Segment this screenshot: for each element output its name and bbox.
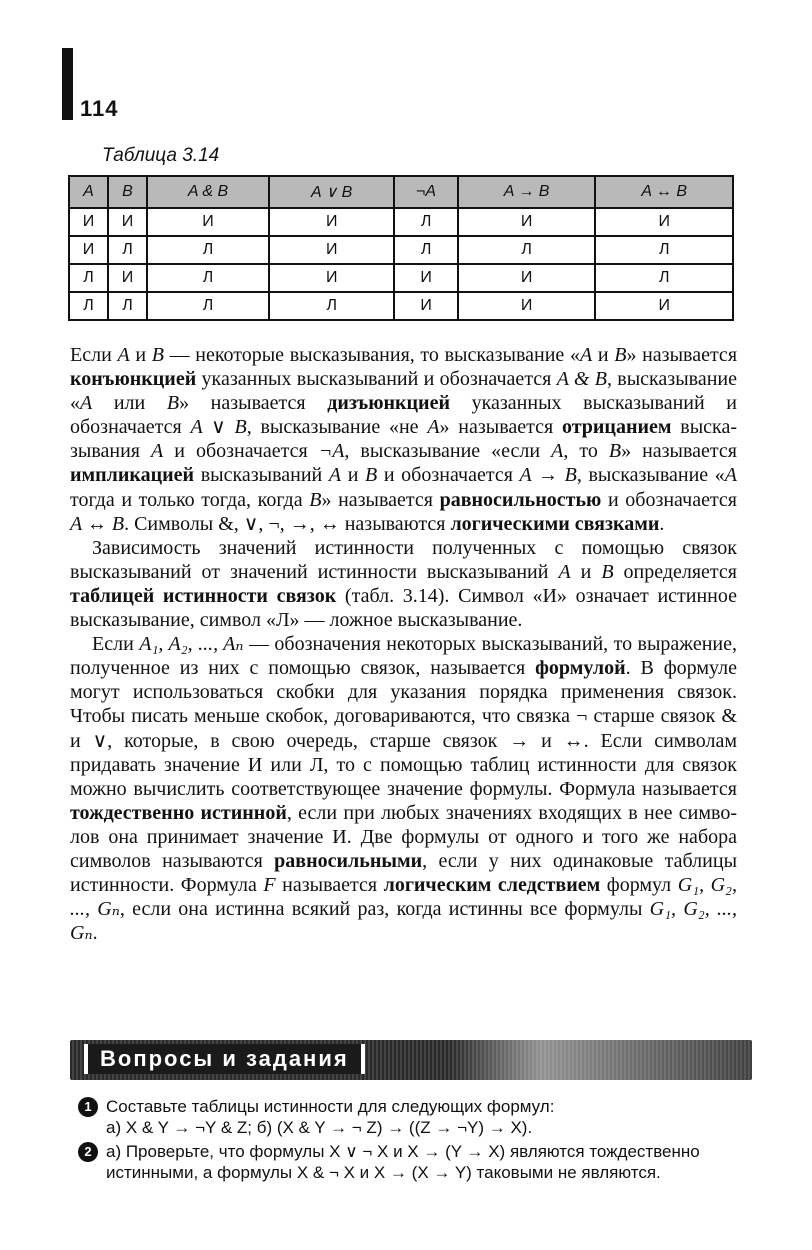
table-cell: И [269, 264, 394, 292]
section-title: Вопросы и задания [84, 1044, 365, 1074]
table-cell: И [595, 292, 733, 320]
paragraph-truth-table: Зависимость значений истинности полученных с помощью связок высказываний от значений истинности высказываний A и B определяется таблицей истинности связок (табл. 3.14). Символ «И» означает истинное высказывание, символ «Л» — ложное высказывание. [70, 536, 738, 632]
table-cell: Л [69, 264, 108, 292]
paragraph-definitions: Если A и B — некоторые высказывания, то высказывание «A и B» называется конъюнкцией указанных высказываний и обозначается A & B, высказывание «A или B» называется дизъюнкцией указанных высказываний и обозначается A ∨ B, высказывание «не A» называется отрицанием высказывания A и обозначается ¬A, высказывание «если A, то B» называется импликацией высказываний A и B и обозначается A → B, высказывание «A тогда и только тогда, когда B» называется равносильностью и обозначается A ↔ B. Символы &, ∨, ¬, →, ↔ называются логическими связками. [70, 344, 738, 535]
term-equivalence: равносильностью [439, 488, 602, 511]
table-cell: Л [147, 236, 269, 264]
table-cell: Л [458, 236, 596, 264]
section-banner [70, 1040, 752, 1080]
truth-table [68, 175, 734, 321]
table-cell: Л [269, 292, 394, 320]
table-header-cell: A & B [147, 176, 269, 208]
table-cell: И [458, 264, 596, 292]
table-header-cell: ¬A [394, 176, 458, 208]
table-row [69, 292, 733, 320]
term-implication: импликацией [70, 464, 195, 487]
term-logical-consequence: логическим следствием [383, 874, 601, 897]
table-header-row [69, 176, 733, 208]
body-text [70, 343, 737, 945]
term-conjunction: конъюнкцией [70, 368, 197, 391]
table-cell: И [394, 264, 458, 292]
page-number: 114 [80, 96, 119, 121]
table-header-cell: B [108, 176, 147, 208]
table-cell: Л [108, 236, 147, 264]
term-truth-table: таблицей истинности связок [70, 584, 337, 607]
table-cell: Л [147, 292, 269, 320]
table-cell: И [69, 236, 108, 264]
table-row [69, 208, 733, 236]
table-cell: И [108, 264, 147, 292]
table-header-cell: A ↔ B [595, 176, 733, 208]
table-cell: И [69, 208, 108, 236]
number-badge-icon: 2 [78, 1142, 98, 1162]
paragraph-formulas: Если A₁, A₂, ..., Aₙ — обозначения некоторых высказываний, то выражение, полученное из них с помощью связок, называется формулой. В формуле могут использоваться скобки для указания порядка применения связок. Чтобы писать меньше скобок, договариваются, что связка ¬ старше связок & и ∨, которые, в свою очередь, старше связок → и ↔. Если символам придавать значение И или Л, то с помощью таблиц истинности для связок можно вычислить соответствующее значение формулы. Формула называется тождественно истинной, если при любых значениях входящих в нее символов она принимает значение И. Две формулы от одного и того же набора символов называются равносильными, если у них одинаковые таблицы истинности. Формула F называется логическим следствием формул G₁, G₂, ..., Gₙ, если она истинна всякий раз, когда истинны все формулы G₁, G₂, ..., Gₙ. [70, 633, 738, 945]
term-logical-connectives: логическими связками [450, 512, 660, 535]
question-text: а) Проверьте, что формулы X ∨ ¬ X и X → (Y → X) являются тождественно истинными, а формулы X & ¬ X и X → (X → Y) таковыми не являются. [106, 1142, 700, 1182]
table-row [69, 264, 733, 292]
table-cell: Л [147, 264, 269, 292]
question-text: Составьте таблицы истинности для следующих формул: а) X & Y → ¬Y & Z; б) (X & Y → ¬ Z) → ((Z → ¬Y) → X). [106, 1097, 555, 1137]
question-item [78, 1096, 738, 1138]
term-negation: отрицанием [561, 416, 672, 439]
table-caption: Таблица 3.14 [102, 145, 220, 166]
table-row [69, 236, 733, 264]
page-edge-mark [62, 48, 73, 120]
table-cell: Л [595, 236, 733, 264]
question-item [78, 1141, 738, 1183]
table-cell: Л [394, 208, 458, 236]
term-equivalent: равносильными [274, 849, 423, 872]
table-header-cell: A ∨ B [269, 176, 394, 208]
table-cell: И [147, 208, 269, 236]
table-cell: Л [394, 236, 458, 264]
table-cell: И [458, 292, 596, 320]
table-header-cell: A [69, 176, 108, 208]
table-cell: И [269, 208, 394, 236]
table-cell: И [108, 208, 147, 236]
table-cell: И [394, 292, 458, 320]
table-cell: И [595, 208, 733, 236]
table-cell: Л [108, 292, 147, 320]
banner-texture [450, 1040, 752, 1080]
table-header-cell: A → B [458, 176, 596, 208]
term-tautology: тождественно истинной [70, 801, 287, 824]
term-disjunction: дизъюнкцией [327, 392, 450, 415]
table-cell: Л [595, 264, 733, 292]
term-formula: формулой [535, 657, 626, 680]
number-badge-icon: 1 [78, 1097, 98, 1117]
table-cell: И [269, 236, 394, 264]
table-cell: Л [69, 292, 108, 320]
table-cell: И [458, 208, 596, 236]
